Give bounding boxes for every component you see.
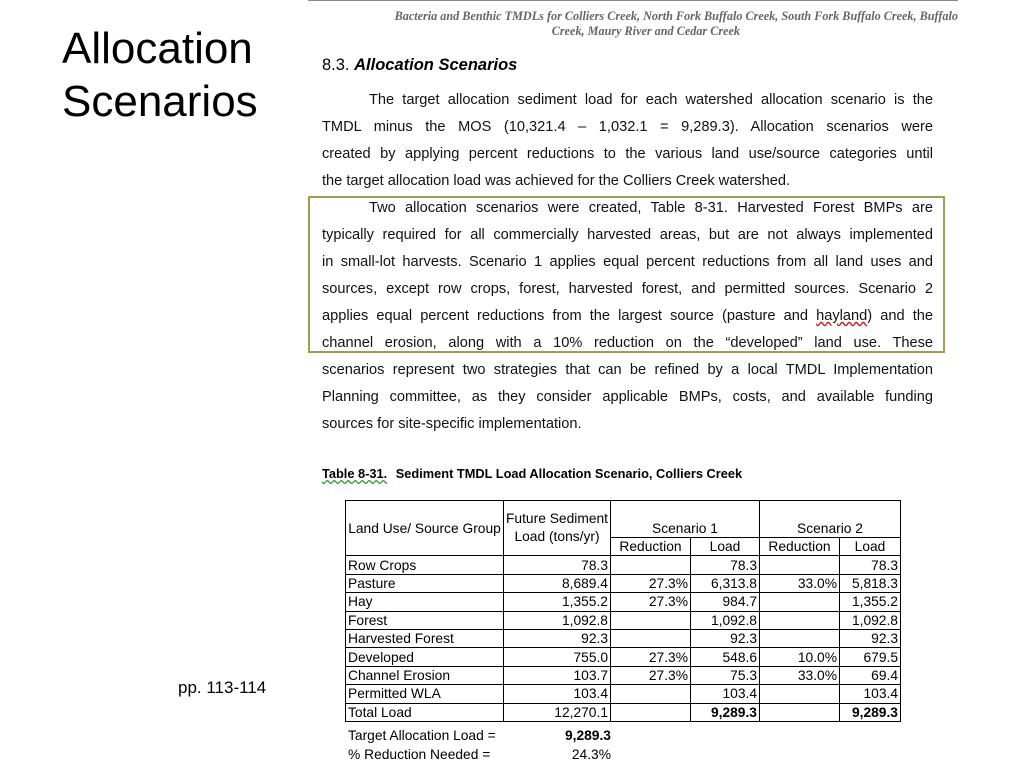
reduction-needed-label: % Reduction Needed = (348, 747, 491, 762)
header-future-load: Future Sediment Load (tons/yr) (504, 501, 611, 556)
header-s1-load: Load (691, 538, 760, 556)
s2-reduction-cell (760, 593, 840, 611)
s2-load-cell: 5,818.3 (840, 574, 901, 592)
paragraph-2-line: typically required for all commercially harvested areas, but are not always implemented (322, 227, 933, 243)
table-row (346, 574, 901, 592)
table-header-row (346, 501, 901, 538)
paragraph-2-line: sources, except row crops, forest, harvested forest, and permitted sources. Scenario 2 (322, 281, 933, 297)
s2-load-cell: 1,355.2 (840, 593, 901, 611)
s1-load-cell: 984.7 (691, 593, 760, 611)
table-row (346, 629, 901, 647)
section-number: 8.3. (322, 56, 350, 74)
allocation-table-grid (345, 500, 901, 722)
s2-load-cell: 679.5 (840, 648, 901, 666)
header-s2-load: Load (840, 538, 901, 556)
s2-reduction-cell (760, 685, 840, 703)
paragraph-2-line (322, 307, 933, 334)
s2-load-cell: 1,092.8 (840, 611, 901, 629)
land-use-cell: Permitted WLA (346, 685, 504, 703)
s1-reduction-cell: 27.3% (611, 574, 691, 592)
paragraph-2-line-5-start: applies equal percent reductions from the largest source (pasture and (322, 308, 817, 324)
running-header-line-1: Bacteria and Benthic TMDLs for Colliers Creek, North Fork Buffalo Creek, South Fork Buffalo Creek, Buffalo (394, 9, 958, 23)
future-load-cell: 103.7 (504, 666, 611, 684)
section-heading (322, 54, 517, 76)
reduction-needed-value: 24.3% (571, 747, 611, 762)
target-allocation-label: Target Allocation Load = (348, 728, 496, 743)
paragraph-2 (322, 199, 933, 442)
s1-reduction-cell (611, 629, 691, 647)
paragraph-2-line: sources for site-specific implementation. (322, 416, 582, 432)
s1-load-cell: 92.3 (691, 629, 760, 647)
s1-reduction-cell: 27.3% (611, 593, 691, 611)
page-reference: pp. 113-114 (178, 678, 267, 697)
header-scenario-1: Scenario 1 (611, 501, 760, 538)
land-use-cell: Channel Erosion (346, 666, 504, 684)
land-use-cell: Forest (346, 611, 504, 629)
paragraph-1-line: created by applying percent reductions to the various land use/source categories until (322, 146, 933, 162)
table-caption-text: Sediment TMDL Load Allocation Scenario, Colliers Creek (395, 466, 743, 481)
s2-reduction-cell (760, 629, 840, 647)
s2-reduction-cell (760, 703, 840, 721)
slide-title-line-2: Scenarios (62, 77, 258, 126)
s1-load-cell: 103.4 (691, 685, 760, 703)
document-excerpt (308, 0, 958, 768)
paragraph-1 (322, 91, 933, 199)
s1-load-cell: 9,289.3 (691, 703, 760, 721)
s2-reduction-cell: 33.0% (760, 574, 840, 592)
section-title: Allocation Scenarios (354, 56, 518, 74)
s2-reduction-cell: 10.0% (760, 648, 840, 666)
table-row (346, 556, 901, 574)
land-use-cell: Total Load (346, 703, 504, 721)
paragraph-2-line: in small-lot harvests. Scenario 1 applies equal percent reductions from all land uses and (322, 254, 933, 270)
land-use-cell: Hay (346, 593, 504, 611)
slide-title (62, 22, 258, 128)
header-s1-reduction: Reduction (611, 538, 691, 556)
s2-reduction-cell: 33.0% (760, 666, 840, 684)
s1-load-cell: 1,092.8 (691, 611, 760, 629)
running-header-line-2: Creek, Maury River and Cedar Creek (551, 24, 740, 38)
s1-load-cell: 78.3 (691, 556, 760, 574)
s1-reduction-cell (611, 703, 691, 721)
paragraph-2-line: Two allocation scenarios were created, Table 8-31. Harvested Forest BMPs are (369, 200, 933, 216)
future-load-cell: 12,270.1 (504, 703, 611, 721)
land-use-cell: Row Crops (346, 556, 504, 574)
s2-load-cell: 78.3 (840, 556, 901, 574)
future-load-cell: 78.3 (504, 556, 611, 574)
s1-reduction-cell (611, 685, 691, 703)
header-scenario-2: Scenario 2 (760, 501, 901, 538)
land-use-cell: Developed (346, 648, 504, 666)
s1-load-cell: 548.6 (691, 648, 760, 666)
paragraph-1-line: the target allocation load was achieved for the Colliers Creek watershed. (322, 173, 791, 189)
paragraph-2-line-5-end: ) and the (867, 308, 933, 324)
table-row (346, 685, 901, 703)
s1-reduction-cell (611, 611, 691, 629)
table-caption-number: Table 8-31. (322, 466, 388, 481)
s1-reduction-cell (611, 556, 691, 574)
s2-load-cell: 92.3 (840, 629, 901, 647)
land-use-cell: Harvested Forest (346, 629, 504, 647)
table-row (346, 593, 901, 611)
future-load-cell: 92.3 (504, 629, 611, 647)
header-s2-reduction: Reduction (760, 538, 840, 556)
slide-title-line-1: Allocation (62, 24, 253, 73)
document-running-header (308, 0, 958, 45)
paragraph-2-line: Planning committee, as they consider applicable BMPs, costs, and available funding (322, 389, 933, 405)
s1-load-cell: 6,313.8 (691, 574, 760, 592)
s1-reduction-cell: 27.3% (611, 648, 691, 666)
future-load-cell: 755.0 (504, 648, 611, 666)
s2-load-cell: 69.4 (840, 666, 901, 684)
land-use-cell: Pasture (346, 574, 504, 592)
paragraph-1-line: The target allocation sediment load for each watershed allocation scenario is the (369, 92, 933, 108)
paragraph-1-line: TMDL minus the MOS (10,321.4 – 1,032.1 = 9,289.3). Allocation scenarios were (322, 119, 933, 135)
hayland-word: hayland (816, 308, 868, 324)
table-row (346, 703, 901, 721)
table-row (346, 611, 901, 629)
paragraph-2-line: channel erosion, along with a 10% reduction on the “developed” land use. These (322, 335, 933, 351)
s2-load-cell: 9,289.3 (840, 703, 901, 721)
s1-load-cell: 75.3 (691, 666, 760, 684)
table-caption (322, 466, 742, 481)
future-load-cell: 1,092.8 (504, 611, 611, 629)
table-row (346, 648, 901, 666)
table-row (346, 666, 901, 684)
future-load-cell: 103.4 (504, 685, 611, 703)
target-allocation-value: 9,289.3 (564, 728, 611, 743)
paragraph-2-line: scenarios represent two strategies that can be refined by a local TMDL Implementation (322, 362, 933, 378)
future-load-cell: 1,355.2 (504, 593, 611, 611)
s2-reduction-cell (760, 556, 840, 574)
s2-load-cell: 103.4 (840, 685, 901, 703)
s1-reduction-cell: 27.3% (611, 666, 691, 684)
s2-reduction-cell (760, 611, 840, 629)
allocation-table (345, 500, 901, 722)
header-land-use: Land Use/ Source Group (346, 501, 504, 556)
future-load-cell: 8,689.4 (504, 574, 611, 592)
